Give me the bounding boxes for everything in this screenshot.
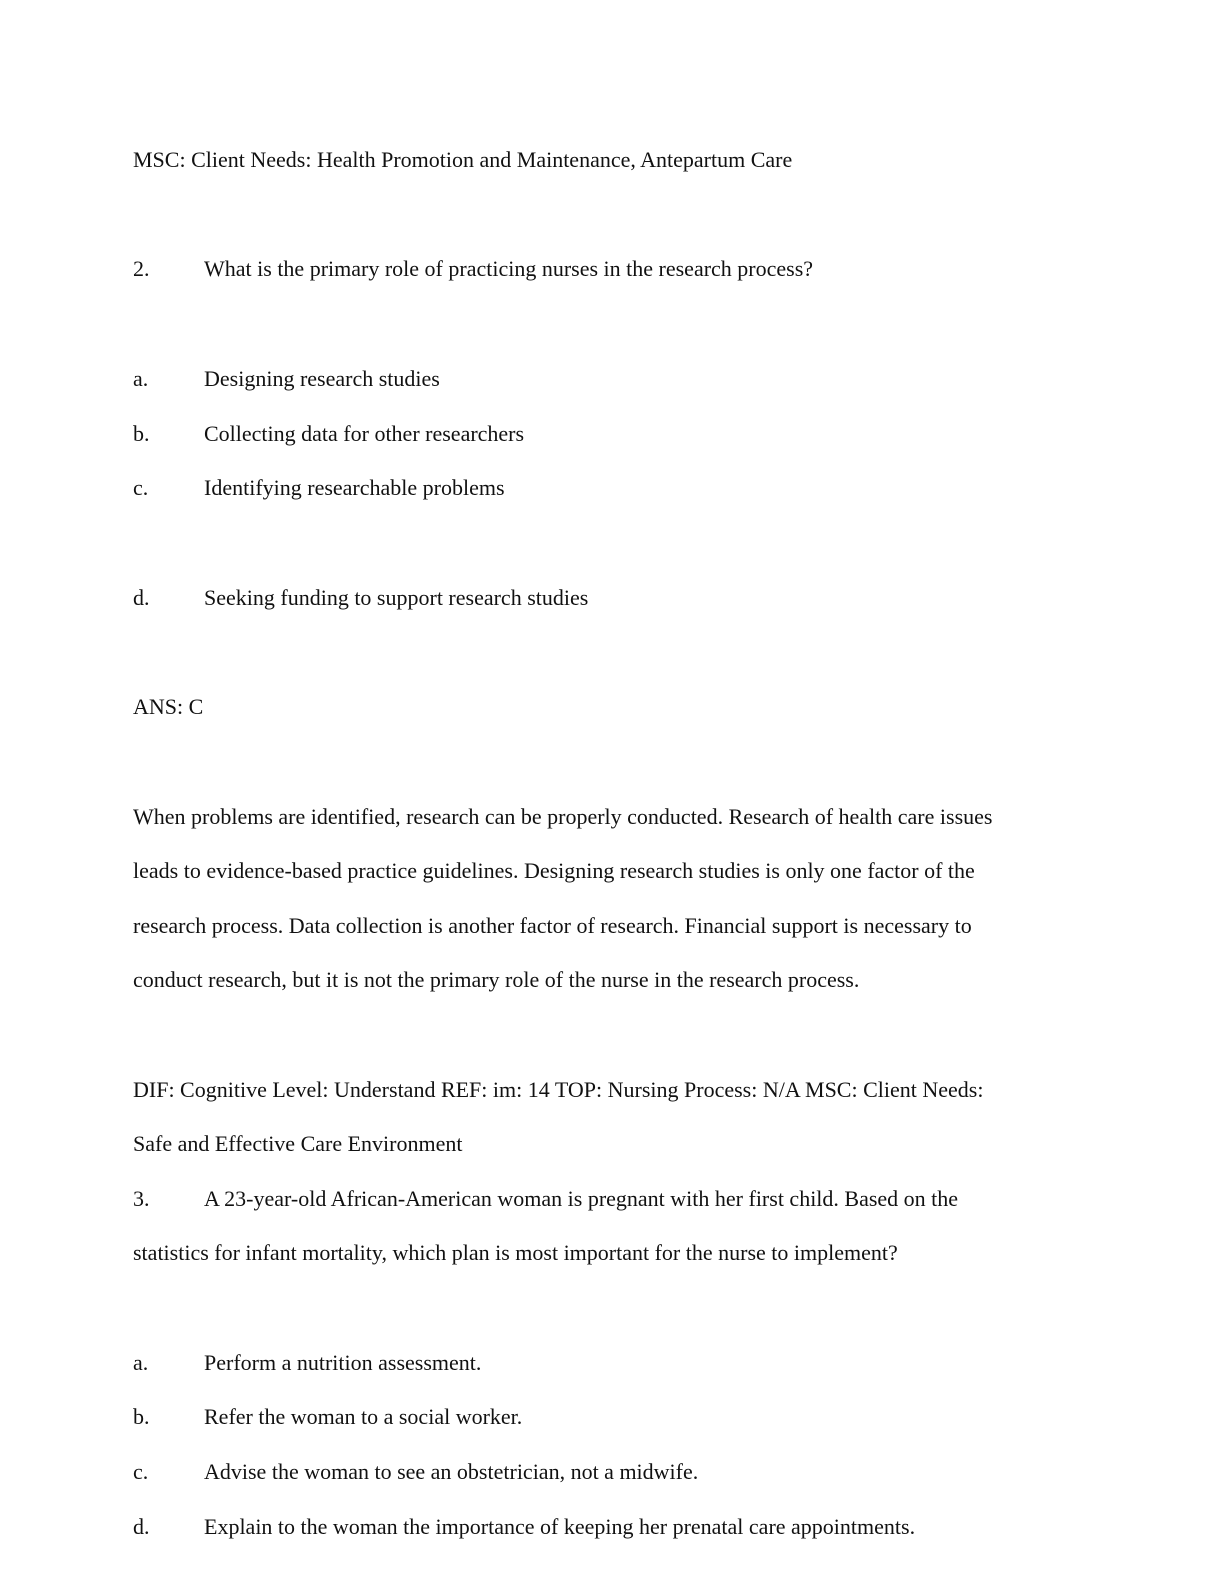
option-text: Perform a nutrition assessment. (204, 1350, 482, 1375)
question-2-number: 2. (133, 256, 150, 281)
option-text: Collecting data for other researchers (204, 421, 525, 446)
option-text: Explain to the woman the importance of keeping her prenatal care appointments. (204, 1514, 916, 1539)
option-letter: d. (133, 1514, 150, 1539)
metadata-line: DIF: Cognitive Level: Understand REF: im: 14 TOP: Nursing Process: N/A MSC: Client Needs: (133, 1077, 984, 1102)
question-3-stem-line-1: A 23-year-old African-American woman is pregnant with her first child. Based on the (204, 1186, 959, 1211)
option-text: Designing research studies (204, 366, 440, 391)
option-text: Identifying researchable problems (204, 475, 505, 500)
rationale-line: research process. Data collection is another factor of research. Financial support is necessary to (133, 913, 972, 938)
option-letter: b. (133, 421, 150, 446)
option-letter: a. (133, 1350, 149, 1375)
option-letter: d. (133, 585, 150, 610)
option-letter: b. (133, 1404, 150, 1429)
question-3-number: 3. (133, 1186, 150, 1211)
msc-client-needs-top: MSC: Client Needs: Health Promotion and Maintenance, Antepartum Care (133, 147, 793, 172)
rationale-line: conduct research, but it is not the primary role of the nurse in the research process. (133, 967, 860, 992)
option-letter: c. (133, 1459, 149, 1484)
rationale-line: leads to evidence-based practice guidelines. Designing research studies is only one factor of the (133, 858, 975, 883)
option-text: Advise the woman to see an obstetrician, not a midwife. (204, 1459, 699, 1484)
option-letter: c. (133, 475, 149, 500)
rationale-line: When problems are identified, research can be properly conducted. Research of health care issues (133, 804, 993, 829)
option-letter: a. (133, 366, 149, 391)
question-3-stem-line-2: statistics for infant mortality, which plan is most important for the nurse to implement? (133, 1240, 898, 1265)
option-text: Refer the woman to a social worker. (204, 1404, 523, 1429)
metadata-line: Safe and Effective Care Environment (133, 1131, 463, 1156)
option-text: Seeking funding to support research studies (204, 585, 589, 610)
question-2-answer: ANS: C (133, 694, 204, 719)
question-2-stem: What is the primary role of practicing nurses in the research process? (204, 256, 814, 281)
